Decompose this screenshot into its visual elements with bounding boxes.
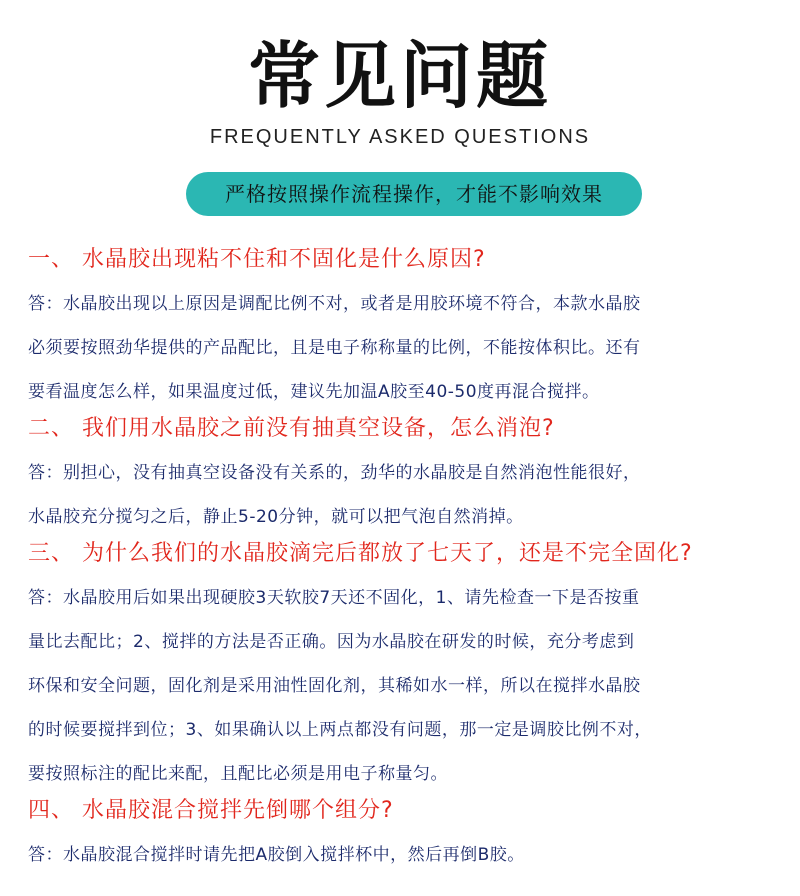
faq-answer [28,576,780,796]
page-subtitle: FREQUENTLY ASKED QUESTIONS [209,126,591,148]
instruction-banner: 严格按照操作流程操作，才能不影响效果 [186,172,642,216]
faq-item-1 [28,244,780,414]
answer-line: 要按照标注的配比来配，且配比必须是用电子称量匀。 [28,764,448,784]
answer-line: 量比去配比；2、搅拌的方法是否正确。因为水晶胶在研发的时候，充分考虑到 [28,632,635,652]
page-title: 常见问题 [247,34,552,118]
answer-line: 的时候要搅拌到位；3、如果确认以上两点都没有问题，那一定是调胶比例不对， [28,720,652,740]
faq-answer [28,833,780,877]
faq-answer [28,451,780,539]
faq-question: 三、 为什么我们的水晶胶滴完后都放了七天了，还是不完全固化? [28,541,693,566]
answer-line: 水晶胶充分搅匀之后，静止5-20分钟，就可以把气泡自然消掉。 [28,507,524,527]
answer-line: 环保和安全问题，固化剂是采用油性固化剂，其稀如水一样，所以在搅拌水晶胶 [28,676,641,696]
answer-line: 必须要按照劲华提供的产品配比，且是电子称称量的比例，不能按体积比。还有 [28,338,641,358]
answer-line: 要看温度怎么样，如果温度过低，建议先加温A胶至40-50度再混合搅拌。 [28,382,600,402]
faq-question: 二、 我们用水晶胶之前没有抽真空设备，怎么消泡? [28,416,555,441]
answer-line: 答：别担心，没有抽真空设备没有关系的，劲华的水晶胶是自然消泡性能很好， [28,463,641,483]
answer-line: 答：水晶胶出现以上原因是调配比例不对，或者是用胶环境不符合，本款水晶胶 [28,294,641,314]
faq-question: 一、 水晶胶出现粘不住和不固化是什么原因? [28,247,486,272]
answer-line: 答：水晶胶混合搅拌时请先把A胶倒入搅拌杯中，然后再倒B胶。 [28,845,525,865]
faq-question: 四、 水晶胶混合搅拌先倒哪个组分? [28,798,394,823]
answer-line: 答：水晶胶用后如果出现硬胶3天软胶7天还不固化，1、请先检查一下是否按重 [28,588,640,608]
faq-item-3 [28,538,780,796]
faq-item-2 [28,413,780,539]
faq-answer [28,282,780,414]
faq-item-4 [28,795,780,877]
